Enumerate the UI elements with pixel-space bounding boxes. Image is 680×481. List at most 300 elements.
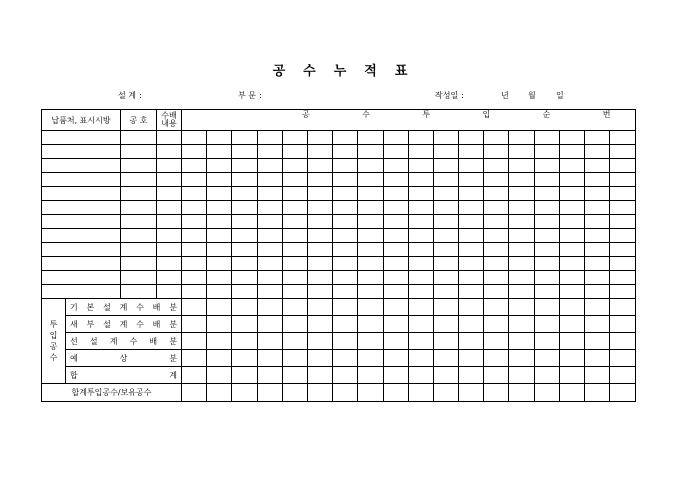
order-cell: [509, 367, 534, 384]
order-cell: [610, 215, 635, 229]
order-cell: [182, 384, 207, 402]
order-cell: [182, 173, 207, 187]
order-cell: [585, 229, 610, 243]
order-cell: [610, 299, 635, 316]
order-cell: [207, 350, 232, 367]
order-cell: [182, 350, 207, 367]
supply-cell: [42, 173, 121, 187]
order-cell: [257, 201, 282, 215]
summary-label-char: 수: [136, 319, 144, 329]
order-cell: [383, 173, 408, 187]
title-char: 누: [333, 64, 347, 79]
order-cell: [307, 215, 332, 229]
order-cell: [534, 159, 559, 173]
order-cell: [585, 367, 610, 384]
order-cell: [534, 145, 559, 159]
order-cell: [433, 271, 458, 285]
order-cell: [307, 131, 332, 145]
order-cell: [559, 257, 584, 271]
table-row: [42, 285, 636, 299]
order-cell: [282, 145, 307, 159]
order-cell: [433, 384, 458, 402]
order-cell: [408, 271, 433, 285]
order-cell: [559, 299, 584, 316]
order-cell: [282, 215, 307, 229]
work-no-header: [121, 110, 157, 131]
order-cell: [408, 145, 433, 159]
order-cell: [509, 384, 534, 402]
order-cell: [509, 257, 534, 271]
order-header-char: 입: [482, 110, 491, 119]
order-cell: [433, 299, 458, 316]
order-cell: [358, 243, 383, 257]
order-cell: [282, 257, 307, 271]
order-cell: [207, 159, 232, 173]
order-cell: [459, 243, 484, 257]
order-header-char: 번: [602, 110, 611, 119]
order-cell: [408, 229, 433, 243]
summary-label-char: 분: [169, 319, 177, 329]
side-label-char: 수: [49, 353, 58, 362]
order-cell: [333, 131, 358, 145]
work-no-cell: [121, 229, 157, 243]
order-cell: [232, 271, 257, 285]
side-label-char: 입: [49, 331, 58, 340]
order-header: [182, 110, 636, 131]
order-cell: [383, 145, 408, 159]
order-cell: [383, 201, 408, 215]
order-cell: [559, 285, 584, 299]
order-header-char: 순: [542, 110, 551, 119]
order-cell: [408, 316, 433, 333]
order-cell: [433, 145, 458, 159]
supply-cell: [42, 145, 121, 159]
order-cell: [484, 131, 509, 145]
order-cell: [333, 243, 358, 257]
order-cell: [433, 316, 458, 333]
order-cell: [232, 367, 257, 384]
order-cell: [232, 316, 257, 333]
summary-label-char: 배: [149, 336, 158, 346]
order-cell: [333, 159, 358, 173]
order-cell: [307, 187, 332, 201]
day-label: 일: [556, 91, 564, 100]
order-cell: [484, 367, 509, 384]
order-cell: [484, 333, 509, 350]
order-cell: [282, 367, 307, 384]
summary-label-char: 수: [136, 302, 144, 312]
order-cell: [509, 159, 534, 173]
order-cell: [534, 215, 559, 229]
work-no-header-label: 공 호: [129, 115, 148, 125]
order-cell: [282, 173, 307, 187]
design-field: [118, 90, 142, 101]
order-cell: [585, 316, 610, 333]
summary-label: [66, 350, 182, 367]
summary-label-char: 설: [103, 302, 111, 312]
summary-label-char: 배: [152, 302, 161, 312]
dept-label: 부 문: [238, 91, 256, 100]
order-cell: [433, 201, 458, 215]
order-cell: [610, 187, 635, 201]
order-cell: [307, 350, 332, 367]
order-cell: [509, 285, 534, 299]
supply-cell: [42, 271, 121, 285]
supply-cell: [42, 201, 121, 215]
order-cell: [585, 257, 610, 271]
order-cell: [207, 333, 232, 350]
footer-label: [42, 384, 182, 402]
work-no-cell: [121, 201, 157, 215]
design-separator: :: [139, 91, 142, 100]
order-cell: [459, 201, 484, 215]
order-cell: [408, 350, 433, 367]
order-cell: [232, 187, 257, 201]
order-cell: [257, 145, 282, 159]
order-cell: [232, 131, 257, 145]
order-cell: [333, 187, 358, 201]
order-cell: [534, 187, 559, 201]
order-cell: [257, 299, 282, 316]
order-cell: [459, 384, 484, 402]
order-cell: [333, 316, 358, 333]
multi-cell: [157, 215, 182, 229]
order-cell: [534, 367, 559, 384]
supply-header-label: 납품처, 표시시방: [51, 115, 111, 125]
order-cell: [307, 384, 332, 402]
order-cell: [182, 316, 207, 333]
summary-label-char: 설: [103, 319, 111, 329]
multi-cell: [157, 243, 182, 257]
order-cell: [534, 173, 559, 187]
multi-cell: [157, 285, 182, 299]
multi-cell: [157, 201, 182, 215]
order-header-char: 수: [362, 110, 370, 119]
order-cell: [257, 215, 282, 229]
work-no-cell: [121, 173, 157, 187]
order-cell: [484, 316, 509, 333]
order-cell: [333, 333, 358, 350]
order-cell: [585, 384, 610, 402]
order-cell: [534, 229, 559, 243]
order-cell: [610, 243, 635, 257]
order-cell: [408, 299, 433, 316]
order-cell: [182, 201, 207, 215]
order-cell: [307, 201, 332, 215]
summary-label-char: 분: [169, 353, 177, 363]
order-cell: [307, 285, 332, 299]
order-cell: [333, 350, 358, 367]
order-cell: [585, 299, 610, 316]
table-row: [42, 173, 636, 187]
order-cell: [610, 257, 635, 271]
title-char: 적: [364, 64, 377, 79]
table-row: [42, 271, 636, 285]
order-cell: [534, 333, 559, 350]
order-cell: [232, 285, 257, 299]
order-cell: [610, 201, 635, 215]
order-cell: [282, 201, 307, 215]
order-cell: [257, 173, 282, 187]
order-cell: [282, 350, 307, 367]
order-cell: [282, 333, 307, 350]
order-cell: [232, 257, 257, 271]
order-cell: [257, 131, 282, 145]
supply-cell: [42, 187, 121, 201]
table-row: [42, 243, 636, 257]
order-header-char: 투: [422, 110, 431, 119]
supply-header: [42, 110, 121, 131]
order-cell: [182, 145, 207, 159]
summary-label: [66, 367, 182, 384]
order-cell: [534, 384, 559, 402]
summary-label-char: 배: [152, 319, 161, 329]
order-cell: [358, 285, 383, 299]
summary-label-char: 예: [70, 353, 78, 363]
order-cell: [333, 299, 358, 316]
multi-cell: [157, 145, 182, 159]
order-cell: [358, 187, 383, 201]
order-cell: [610, 271, 635, 285]
order-cell: [358, 384, 383, 402]
summary-label-char: 계: [169, 370, 177, 380]
order-cell: [484, 243, 509, 257]
order-cell: [408, 333, 433, 350]
table-row: [42, 215, 636, 229]
order-cell: [383, 215, 408, 229]
order-cell: [433, 257, 458, 271]
order-cell: [207, 229, 232, 243]
order-cell: [459, 173, 484, 187]
order-cell: [358, 201, 383, 215]
summary-row: [42, 333, 636, 350]
order-cell: [484, 299, 509, 316]
order-cell: [232, 201, 257, 215]
order-cell: [182, 215, 207, 229]
order-cell: [459, 131, 484, 145]
order-cell: [358, 316, 383, 333]
order-cell: [232, 145, 257, 159]
order-cell: [257, 243, 282, 257]
work-no-cell: [121, 285, 157, 299]
summary-row: [42, 350, 636, 367]
order-cell: [559, 173, 584, 187]
order-cell: [408, 367, 433, 384]
summary-label-char: 새: [70, 319, 78, 329]
multi-cell: [157, 271, 182, 285]
summary-label-char: 부: [86, 319, 95, 329]
order-cell: [610, 145, 635, 159]
order-cell: [484, 215, 509, 229]
order-cell: [408, 257, 433, 271]
order-cell: [383, 384, 408, 402]
order-cell: [383, 243, 408, 257]
order-cell: [459, 257, 484, 271]
title-char: 공: [272, 64, 286, 79]
supply-cell: [42, 243, 121, 257]
order-cell: [307, 316, 332, 333]
order-cell: [534, 299, 559, 316]
order-cell: [207, 173, 232, 187]
order-cell: [559, 384, 584, 402]
supply-cell: [42, 285, 121, 299]
order-cell: [459, 187, 484, 201]
order-cell: [358, 333, 383, 350]
table-row: [42, 257, 636, 271]
order-cell: [509, 350, 534, 367]
order-cell: [408, 285, 433, 299]
order-cell: [408, 201, 433, 215]
order-cell: [610, 350, 635, 367]
footer-row: [42, 384, 636, 402]
order-cell: [282, 159, 307, 173]
order-cell: [383, 159, 408, 173]
order-cell: [433, 159, 458, 173]
order-cell: [459, 285, 484, 299]
order-cell: [383, 350, 408, 367]
order-cell: [610, 316, 635, 333]
order-cell: [232, 173, 257, 187]
order-cell: [333, 384, 358, 402]
order-cell: [559, 159, 584, 173]
order-cell: [585, 215, 610, 229]
order-cell: [182, 257, 207, 271]
work-no-cell: [121, 215, 157, 229]
order-cell: [484, 271, 509, 285]
order-cell: [585, 271, 610, 285]
design-label: 설 계: [118, 91, 136, 100]
summary-label: [66, 299, 182, 316]
order-cell: [333, 367, 358, 384]
order-cell: [182, 187, 207, 201]
order-cell: [358, 159, 383, 173]
order-cell: [257, 271, 282, 285]
order-cell: [182, 229, 207, 243]
accumulation-table: [41, 109, 636, 402]
order-cell: [232, 333, 257, 350]
order-cell: [257, 316, 282, 333]
order-cell: [182, 271, 207, 285]
order-cell: [383, 271, 408, 285]
order-cell: [559, 243, 584, 257]
summary-label-char: 계: [119, 302, 128, 312]
order-cell: [610, 367, 635, 384]
order-cell: [257, 187, 282, 201]
order-cell: [408, 384, 433, 402]
order-cell: [207, 131, 232, 145]
page-title: [0, 60, 680, 79]
order-cell: [433, 173, 458, 187]
work-no-cell: [121, 187, 157, 201]
order-cell: [307, 145, 332, 159]
order-cell: [257, 159, 282, 173]
order-cell: [358, 173, 383, 187]
supply-cell: [42, 131, 121, 145]
order-cell: [459, 159, 484, 173]
order-cell: [282, 187, 307, 201]
order-cell: [559, 367, 584, 384]
order-cell: [610, 159, 635, 173]
order-cell: [585, 131, 610, 145]
order-cell: [207, 187, 232, 201]
footer-label-text: 합계투입공수/보유공수: [71, 388, 152, 397]
multi-cell: [157, 229, 182, 243]
order-cell: [358, 257, 383, 271]
order-cell: [257, 333, 282, 350]
summary-label-char: 설: [89, 336, 98, 346]
order-cell: [383, 299, 408, 316]
order-cell: [408, 159, 433, 173]
side-label-char: 공: [49, 342, 58, 351]
order-cell: [509, 131, 534, 145]
order-cell: [257, 257, 282, 271]
supply-cell: [42, 257, 121, 271]
order-cell: [509, 316, 534, 333]
order-cell: [433, 350, 458, 367]
order-cell: [257, 229, 282, 243]
order-cell: [559, 316, 584, 333]
order-cell: [559, 333, 584, 350]
order-cell: [559, 215, 584, 229]
order-cell: [585, 187, 610, 201]
order-cell: [484, 145, 509, 159]
order-cell: [484, 229, 509, 243]
order-cell: [207, 145, 232, 159]
summary-label-char: 수: [129, 336, 138, 346]
summary-label-char: 계: [119, 319, 128, 329]
dept-separator: :: [259, 91, 262, 100]
summary-label-char: 분: [169, 336, 177, 346]
order-cell: [358, 350, 383, 367]
table-header-row: [42, 110, 636, 131]
order-cell: [610, 285, 635, 299]
order-cell: [459, 316, 484, 333]
order-cell: [610, 384, 635, 402]
order-cell: [182, 243, 207, 257]
order-cell: [585, 159, 610, 173]
order-cell: [307, 229, 332, 243]
side-label-char: 투: [49, 320, 58, 329]
order-cell: [333, 229, 358, 243]
table-row: [42, 187, 636, 201]
order-cell: [433, 243, 458, 257]
order-cell: [585, 173, 610, 187]
order-cell: [433, 285, 458, 299]
work-no-cell: [121, 145, 157, 159]
order-cell: [333, 145, 358, 159]
order-cell: [509, 271, 534, 285]
supply-cell: [42, 215, 121, 229]
order-cell: [559, 201, 584, 215]
order-cell: [585, 333, 610, 350]
order-cell: [559, 350, 584, 367]
order-cell: [282, 285, 307, 299]
input-manhours-side-label: [42, 299, 66, 384]
order-cell: [433, 215, 458, 229]
order-cell: [358, 229, 383, 243]
order-cell: [207, 316, 232, 333]
order-header-char: 공: [302, 110, 310, 119]
order-cell: [182, 333, 207, 350]
order-cell: [484, 285, 509, 299]
order-cell: [383, 229, 408, 243]
title-char: 수: [303, 64, 316, 79]
order-cell: [484, 384, 509, 402]
order-cell: [484, 257, 509, 271]
order-cell: [257, 384, 282, 402]
order-cell: [282, 299, 307, 316]
order-cell: [307, 173, 332, 187]
